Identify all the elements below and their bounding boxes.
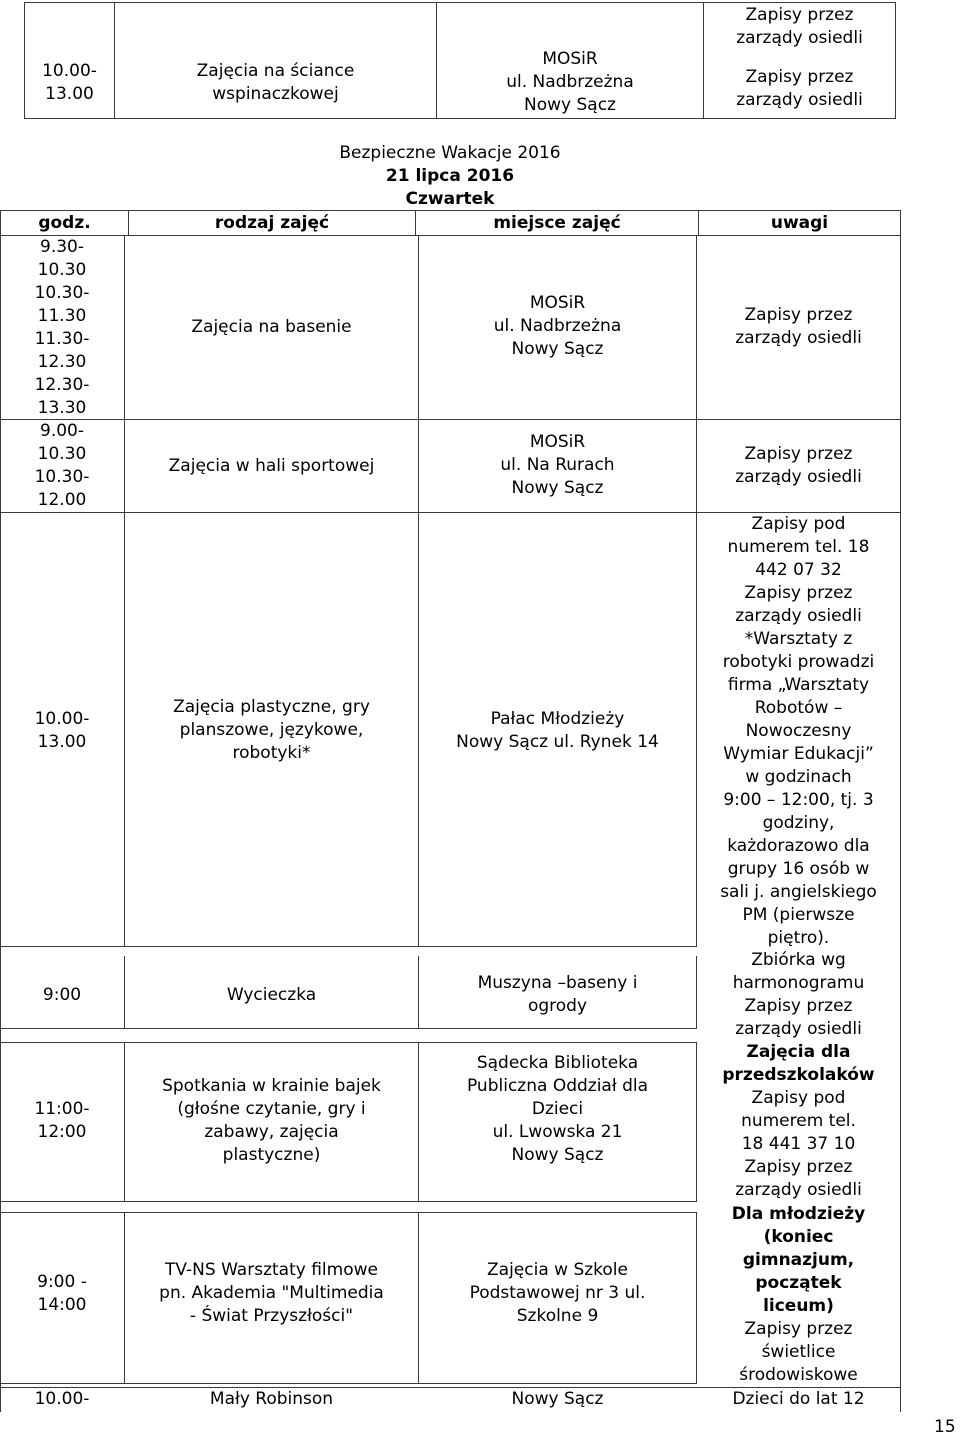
activity-line: Zajęcia plastyczne, gry [173,697,370,717]
notes-line: Dzieci do lat 12 [732,1389,865,1409]
notes-line-bold: liceum) [763,1296,834,1316]
activity-line: Spotkania w krainie bajek [162,1076,381,1096]
place-line: Nowy Sącz [524,95,616,115]
col-header-notes: uwagi [770,213,829,233]
notes-line: zarządy osiedli [736,28,863,48]
program-date: 21 lipca 2016 [385,166,515,186]
row7-notes [697,1388,900,1411]
notes-line: zarządy osiedli [735,1180,862,1200]
notes-line-bold: gimnazjum, [742,1250,855,1270]
page-number: 15 [934,1417,956,1437]
notes-line: Zapisy przez [744,1319,853,1339]
time-line: 11:00- [34,1099,90,1119]
place-line: Nowy Sącz [511,1389,604,1409]
top-time-cell [25,60,114,106]
notes-line: Zapisy pod [751,514,846,534]
notes-line: Zapisy pod [751,1088,846,1108]
notes-line: zarządy osiedli [735,606,862,626]
notes-line: numerem tel. 18 [727,537,870,557]
row7-time [0,1388,124,1411]
notes-line: świetlice [761,1342,836,1362]
time-line: 13.30 [37,398,87,418]
notes-line: PM (pierwsze [742,905,855,925]
notes-line: Zapisy przez [744,996,853,1016]
place-line: Muszyna –baseny i [477,973,638,993]
time-line: 9:00 - [37,1272,87,1292]
activity-line: Wycieczka [226,985,317,1005]
time-line: 11.30- [34,329,90,349]
notes-line-bold: Dla młodzieży [731,1204,866,1224]
time-line: 12.30- [34,375,90,395]
place-line: ul. Nadbrzeżna [493,316,622,336]
notes-line: Zapisy przez [744,583,853,603]
notes-line: Zapisy przez [744,444,853,464]
notes-line: harmonogramu [732,973,865,993]
notes-line: każdorazowo dla [727,836,870,856]
time-line: 14:00 [37,1295,87,1315]
place-line: Dzieci [531,1099,584,1119]
activity-line: planszowe, językowe, [179,720,364,740]
row2-place [419,431,696,500]
notes-line: w godzinach [745,767,852,787]
notes-line: środowiskowe [739,1365,858,1385]
row5-activity [125,1075,418,1167]
time-line: 10.30 [37,444,87,464]
activity-line: - Świat Przyszłości" [189,1306,354,1326]
time-line: 9.30- [40,237,84,257]
notes-line: Nowoczesny [745,721,852,741]
row3-place [419,708,696,754]
row6-place [419,1259,696,1328]
time-line: 11.30 [37,306,87,326]
activity-line: robotyki* [232,743,311,763]
row5-time [0,1098,124,1144]
notes-line: Zapisy przez [744,1157,853,1177]
time-line: 13.00 [37,732,87,752]
activity-line: Zajęcia na basenie [191,317,352,337]
notes-line: 18 441 37 10 [741,1134,856,1154]
activity-line: wspinaczkowej [212,84,339,104]
notes-line: Robotów – [754,698,843,718]
row6-activity [125,1259,418,1328]
time-line: 10.00- [42,61,97,81]
time-line: 10.30- [34,283,90,303]
time-line: 10.00- [34,709,90,729]
place-line: Publiczna Oddział dla [466,1076,649,1096]
notes-line: sali j. angielskiego [720,882,877,902]
time-line: 12.00 [37,490,87,510]
activity-line: Zajęcia na ściance [196,61,355,81]
top-activity-cell [115,60,436,106]
place-line: ul. Nadbrzeżna [506,72,634,92]
top-notes-cell [704,4,895,112]
row3-notes [697,513,900,950]
notes-line: Wymiar Edukacji” [723,744,874,764]
time-line: 10.30- [34,467,90,487]
notes-line: zarządy osiedli [735,1019,862,1039]
col-header-time: godz. [38,213,91,233]
row5-place [419,1052,696,1167]
activity-line: zabawy, zajęcia [204,1122,339,1142]
activity-line: pn. Akademia "Multimedia [159,1283,384,1303]
row1-time [0,236,124,420]
notes-line-bold: początek [755,1273,842,1293]
row1-notes [697,304,900,350]
activity-line: (głośne czytanie, gry i [177,1099,366,1119]
notes-line: *Warsztaty z [744,629,853,649]
program-day: Czwartek [405,189,495,209]
notes-line: Zbiórka wg [751,950,846,970]
time-line: 9.00- [40,421,84,441]
time-line: 12:00 [37,1122,87,1142]
row3-time [0,708,124,754]
row4-place [419,972,696,1018]
row7-activity [125,1388,418,1411]
time-line: 10.30 [37,260,87,280]
activity-line: plastyczne) [222,1145,321,1165]
notes-line: grupy 16 osób w [727,859,870,879]
notes-line-bold: (koniec [763,1227,834,1247]
top-place-cell [437,48,703,117]
place-line: ogrody [527,996,588,1016]
row1-place [419,292,696,361]
place-line: Podstawowej nr 3 ul. [469,1283,646,1303]
row2-time [0,420,124,512]
row4-time [0,984,124,1007]
row7-place [419,1388,696,1411]
time-line: 12.30 [37,352,87,372]
notes-line: numerem tel. [741,1111,856,1131]
place-line: Zajęcia w Szkole [487,1260,628,1280]
place-line: Nowy Sącz [511,339,604,359]
place-line: ul. Lwowska 21 [492,1122,623,1142]
time-line: 9:00 [42,985,82,1005]
notes-line-bold: Zajęcia dla [746,1042,851,1062]
time-line: 13.00 [45,84,94,104]
activity-line: TV-NS Warsztaty filmowe [165,1260,378,1280]
notes-line: zarządy osiedli [735,328,862,348]
row4-activity [125,984,418,1007]
place-line: Sądecka Biblioteka [476,1053,639,1073]
notes-line: zarządy osiedli [735,467,862,487]
place-line: Pałac Młodzieży [490,709,625,729]
col-header-activity: rodzaj zajęć [214,213,330,233]
notes-line: firma „Warsztaty [727,675,870,695]
notes-line: Zapisy przez [744,305,853,325]
notes-line: 9:00 – 12:00, tj. 3 [723,790,874,810]
place-line: Nowy Sącz ul. Rynek 14 [456,732,659,752]
activity-line: Mały Robinson [209,1389,334,1409]
notes-line: piętro). [767,928,830,948]
col-header-place: miejsce zajęć [493,213,621,233]
row3-activity [125,696,418,765]
activity-line: Zajęcia w hali sportowej [168,456,375,476]
row5-notes [697,1041,900,1202]
program-title: Bezpieczne Wakacje 2016 [339,143,561,163]
place-line: Nowy Sącz [511,1145,604,1165]
row1-activity [125,316,418,339]
row6-time [0,1271,124,1317]
row2-activity [125,455,418,478]
place-line: ul. Na Rurach [500,455,615,475]
place-line: Nowy Sącz [511,478,604,498]
notes-line: Zapisy przez [745,67,854,87]
place-line: MOSiR [529,293,586,313]
place-line: MOSiR [542,49,598,69]
row4-notes [697,949,900,1041]
notes-line: robotyki prowadzi [722,652,875,672]
time-line: 10.00- [34,1389,90,1409]
notes-line: Zapisy przez [745,5,854,25]
place-line: Szkolne 9 [516,1306,599,1326]
row6-notes [697,1203,900,1387]
day-heading [0,142,900,211]
notes-line: godziny, [762,813,835,833]
notes-line: 442 07 32 [755,560,842,580]
notes-line-bold: przedszkolaków [722,1065,875,1085]
place-line: MOSiR [529,432,586,452]
row2-notes [697,443,900,489]
notes-line: zarządy osiedli [736,90,863,110]
